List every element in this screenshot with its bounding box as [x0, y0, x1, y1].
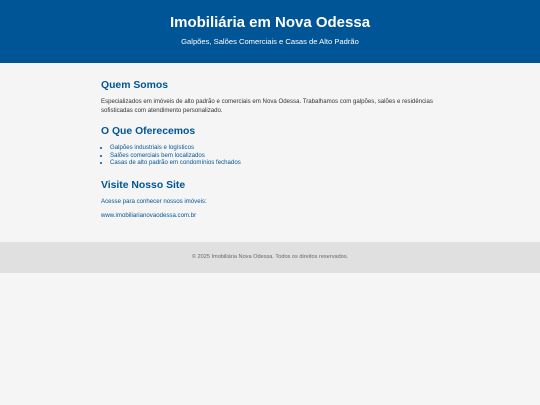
- site-title: Imobiliária em Nova Odessa: [169, 14, 371, 31]
- site-subtitle: Galpões, Salões Comerciais e Casas de Alto Padrão: [181, 37, 359, 46]
- visit-text: Acesse para conhecer nossos imóveis:: [101, 198, 207, 205]
- about-heading: Quem Somos: [101, 80, 168, 91]
- about-text: Especializados em imóveis de alto padrão e comerciais em Nova Odessa. Trabalhamos com galpões, salões e residências sofisticadas com atendimento personalizado.: [101, 98, 433, 114]
- visit-heading: Visite Nosso Site: [101, 180, 186, 191]
- site-header: [0, 0, 540, 63]
- website-link[interactable]: www.imobiliarianovaodessa.com.br: [101, 212, 197, 219]
- services-heading: O Que Oferecemos: [101, 126, 196, 137]
- service-item: • Galpões industriais e logísticos: [110, 144, 241, 152]
- footer-copyright: © 2025 Imobiliária Nova Odessa. Todos os direitos reservados.: [191, 254, 349, 260]
- site-footer: [0, 242, 540, 273]
- services-list: [101, 144, 241, 167]
- service-item: • Salões comerciais bem localizados: [110, 152, 241, 160]
- service-item: • Casas de alto padrão em condomínios fechados: [110, 159, 241, 167]
